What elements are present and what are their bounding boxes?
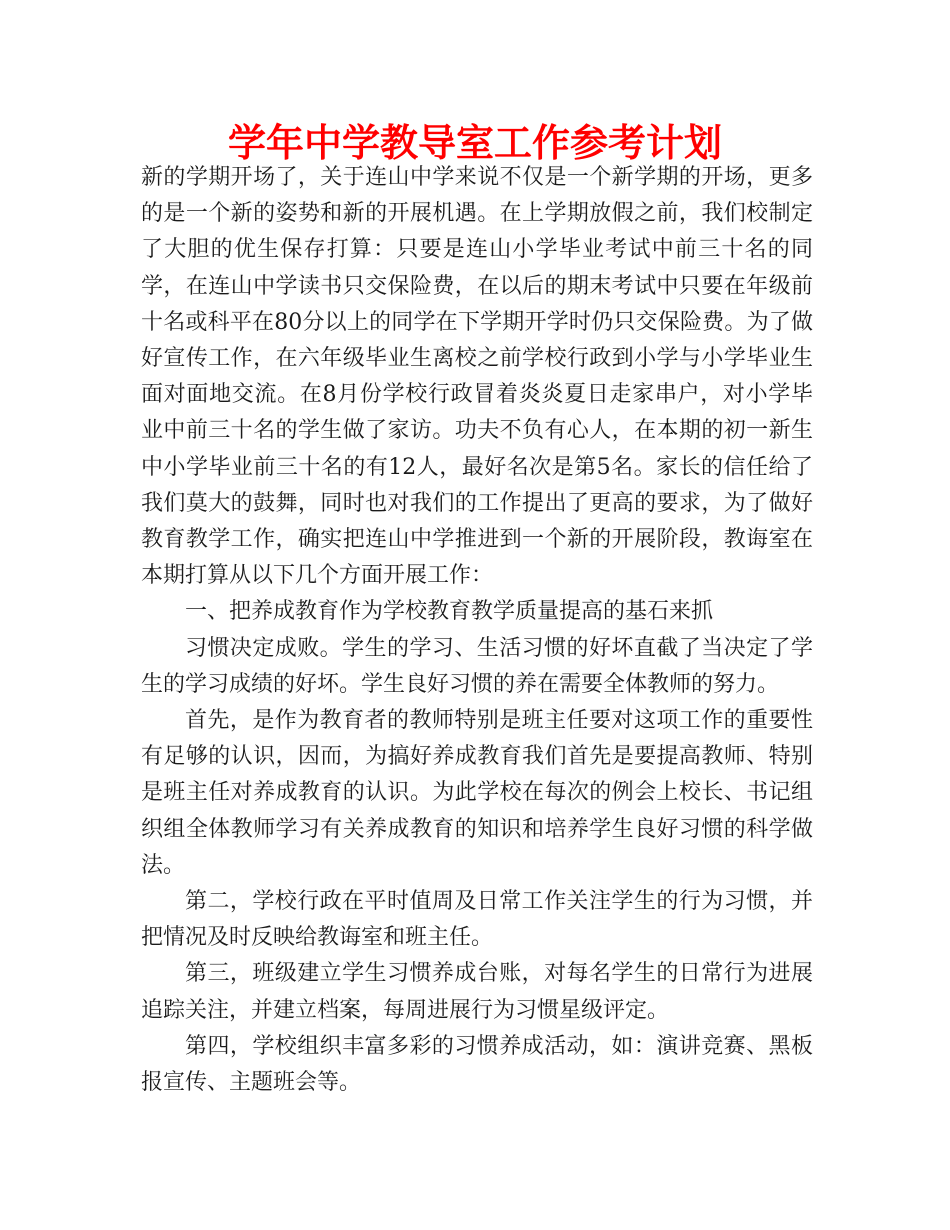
section-heading-1: 一、把养成教育作为学校教育教学质量提高的基石来抓	[185, 599, 714, 625]
document-body	[141, 160, 813, 1101]
paragraph-third: 第三，班级建立学生习惯养成台账，对每名学生的日常行为进展追踪关注，并建立档案，每周进展行为习惯星级评定。	[141, 961, 813, 1023]
paragraph-habits: 习惯决定成败。学生的学习、生活习惯的好坏直截了当决定了学生的学习成绩的好坏。学生良好习惯的养在需要全体教师的努力。	[141, 635, 813, 697]
paragraph-intro: 新的学期开场了，关于连山中学来说不仅是一个新学期的开场，更多的是一个新的姿势和新的开展机遇。在上学期放假之前，我们校制定了大胆的优生保存打算：只要是连山小学毕业考试中前三十名的同学，在连山中学读书只交保险费，在以后的期末考试中只要在年级前十名或科平在80分以上的同学在下学期开学时仍只交保险费。为了做好宣传工作，在六年级毕业生离校之前学校行政到小学与小学毕业生面对面地交流。在8月份学校行政冒着炎炎夏日走家串户，对小学毕业中前三十名的学生做了家访。功夫不负有心人，在本期的初一新生中小学毕业前三十名的有12人，最好名次是第5名。家长的信任给了我们莫大的鼓舞，同时也对我们的工作提出了更高的要求，为了做好教育教学工作，确实把连山中学推进到一个新的开展阶段，教诲室在本期打算从以下几个方面开展工作：	[141, 165, 813, 589]
document-title: 学年中学教导室工作参考计划	[227, 121, 722, 165]
paragraph-second: 第二，学校行政在平时值周及日常工作关注学生的行为习惯，并把情况及时反映给教诲室和班主任。	[141, 889, 813, 951]
paragraph-first: 首先，是作为教育者的教师特别是班主任要对这项工作的重要性有足够的认识，因而，为搞好养成教育我们首先是要提高教师、特别是班主任对养成教育的认识。为此学校在每次的例会上校长、书记组织组全体教师学习有关养成教育的知识和培养学生良好习惯的科学做法。	[141, 708, 813, 878]
paragraph-fourth: 第四，学校组织丰富多彩的习惯养成活动，如：演讲竞赛、黑板报宣传、主题班会等。	[141, 1033, 813, 1096]
